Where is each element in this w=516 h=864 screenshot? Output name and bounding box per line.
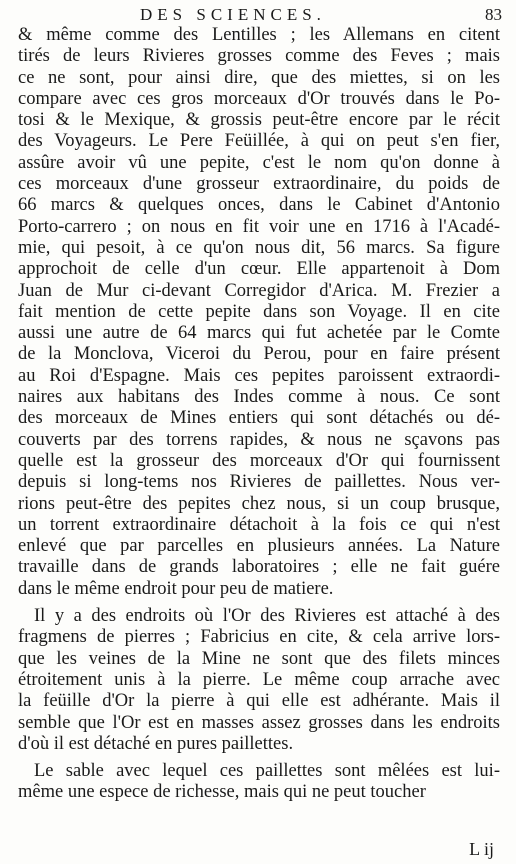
text-line: aussi une autre de 64 marcs qui fut achetée par le Comte [18, 323, 500, 344]
text-line: quelle est la grosseur des morceaux d'Or qui fournissent [18, 450, 500, 471]
text-line: Juan de Mur ci-devant Corregidor d'Arica. M. Frezier a [18, 280, 500, 301]
page-number: 83 [485, 5, 502, 24]
signature-mark: L ij [469, 839, 494, 859]
text-line: 66 marcs & quelques onces, dans le Cabinet d'Antonio [18, 195, 500, 216]
text-line: naires aux habitans des Indes comme à nous. Ce sont [18, 387, 500, 408]
running-title: DES SCIENCES. [140, 5, 326, 24]
text-line: Porto-carrero ; on nous en fit voir une en 1716 à l'Acadé- [18, 216, 500, 237]
text-line: approchoit de celle d'un cœur. Elle appartenoit à Dom [18, 259, 500, 280]
text-line: fait mention de cette pepite dans son Voyage. Il en cite [18, 301, 500, 322]
text-line: fragmens de pierres ; Fabricius en cite, & cela arrive lors- [18, 627, 500, 648]
text-line: des morceaux de Mines entiers qui sont détachés ou dé- [18, 408, 500, 429]
text-line: dans le même endroit pour peu de matiere. [18, 578, 334, 599]
text-line: mie, qui pesoit, à ce qu'on nous dit, 56 marcs. Sa figure [18, 237, 500, 258]
text-line: enlevé que par parcelles en plusieurs années. La Nature [18, 536, 500, 557]
text-line: ces morceaux d'une grosseur extraordinaire, du poids de [18, 174, 500, 195]
text-line: Le sable avec lequel ces paillettes sont mêlées est lui- [34, 761, 500, 782]
text-line: travaille dans de grands laboratoires ; elle ne fait guére [18, 557, 500, 578]
text-line: couverts par des torrens rapides, & nous ne sçavons pas [18, 429, 500, 450]
text-line: un torrent extraordinaire détachoit à la fois ce qui n'est [18, 514, 500, 535]
body-text [18, 25, 500, 804]
text-line: de la Monclova, Viceroi du Perou, pour en faire présent [18, 344, 500, 365]
text-line: compare avec ces gros morceaux d'Or trouvés dans le Po- [18, 88, 500, 109]
text-line: assûre avoir vû une pepite, c'est le nom qu'on donne à [18, 152, 500, 173]
text-line: tirés de leurs Rivieres grosses comme des Feves ; mais [18, 46, 500, 67]
text-line: d'où il est détaché en pures paillettes. [18, 733, 294, 754]
text-line: & même comme des Lentilles ; les Allemans en citent [18, 25, 500, 45]
text-line: étroitement unis à la pierre. Le même coup arrache avec [18, 669, 500, 690]
text-line: que les veines de la Mine ne sont que des filets minces [18, 648, 500, 669]
text-line: semble que l'Or est en masses assez grosses dans les endroits [18, 712, 500, 733]
text-line: des Voyageurs. Le Pere Feüillée, à qui on peut s'en fier, [18, 131, 500, 152]
text-line: la feüille d'Or la pierre à qui elle est adhérante. Mais il [18, 691, 500, 712]
text-line: tosi & le Mexique, & grossis peut-être encore par le récit [18, 110, 500, 131]
text-line: depuis si long-tems nos Rivieres de paillettes. Nous ver- [18, 472, 500, 493]
text-line: Il y a des endroits où l'Or des Rivieres est attaché à des [34, 606, 500, 627]
text-line: ce ne sont, pour ainsi dire, que des miettes, si on les [18, 67, 500, 88]
text-line: au Roi d'Espagne. Mais ces pepites paroissent extraordi- [18, 365, 500, 386]
text-line: même une espece de richesse, mais qui ne peut toucher [18, 782, 426, 803]
text-line: rions peut-être des pepites chez nous, si un coup brusque, [18, 493, 500, 514]
